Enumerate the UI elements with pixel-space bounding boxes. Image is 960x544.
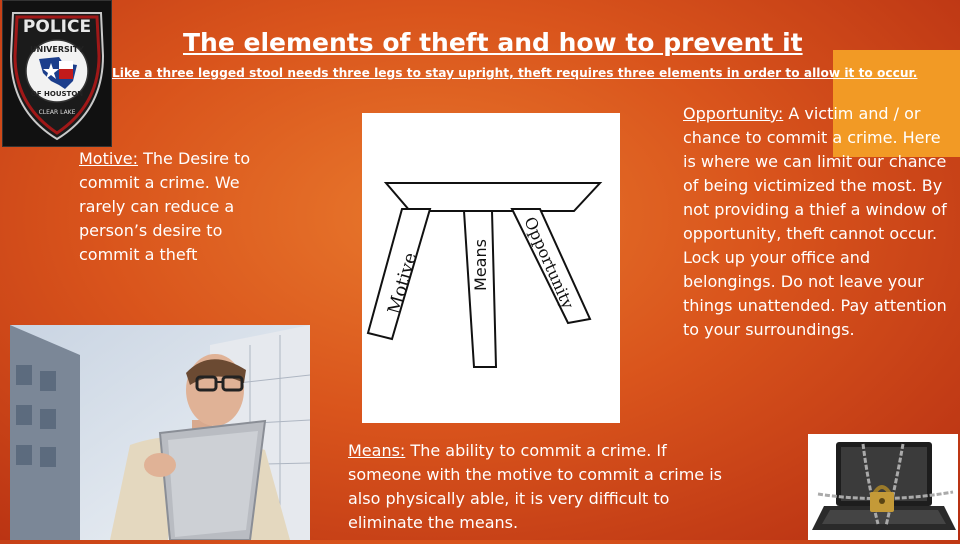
badge-middle-text: UNIVERSITY xyxy=(30,45,84,54)
locked-laptop-photo xyxy=(808,434,958,540)
stool-leg-motive: Motive xyxy=(383,250,422,317)
badge-bottom-text: OF HOUSTON xyxy=(30,90,84,98)
opportunity-label: Opportunity: xyxy=(683,104,784,123)
badge-lower-text: CLEAR LAKE xyxy=(38,109,76,116)
police-badge-logo xyxy=(2,0,112,147)
stool-leg-opportunity: Opportunity xyxy=(520,213,578,312)
man-with-laptop-photo xyxy=(10,325,310,540)
opportunity-description xyxy=(683,102,953,342)
page-subtitle: Like a three legged stool needs three legs to stay upright, theft requires three elements in order to allow it to occur. xyxy=(112,66,918,80)
means-text: The ability to commit a crime. If someone with the motive to commit a crime is also physically able, it is very difficult to eliminate the means. xyxy=(348,441,722,532)
motive-description xyxy=(79,147,269,267)
badge-top-text: POLICE xyxy=(22,17,92,37)
means-description xyxy=(348,439,738,535)
stool-leg-means: Means xyxy=(471,239,490,291)
stool-illustration xyxy=(362,113,620,423)
motive-text: The Desire to commit a crime. We rarely can reduce a person’s desire to commit a theft xyxy=(79,149,251,264)
means-label: Means: xyxy=(348,441,406,460)
opportunity-text: A victim and / or chance to commit a crime. Here is where we can limit our chance of being victimized the most. By not providing a thief a window of opportunity, theft cannot occur. Lock up your office and belongings. Do not leave your things unattended. Pay attention to your surroundings. xyxy=(683,104,947,339)
page-title: The elements of theft and how to prevent it xyxy=(183,28,803,57)
motive-label: Motive: xyxy=(79,149,139,168)
